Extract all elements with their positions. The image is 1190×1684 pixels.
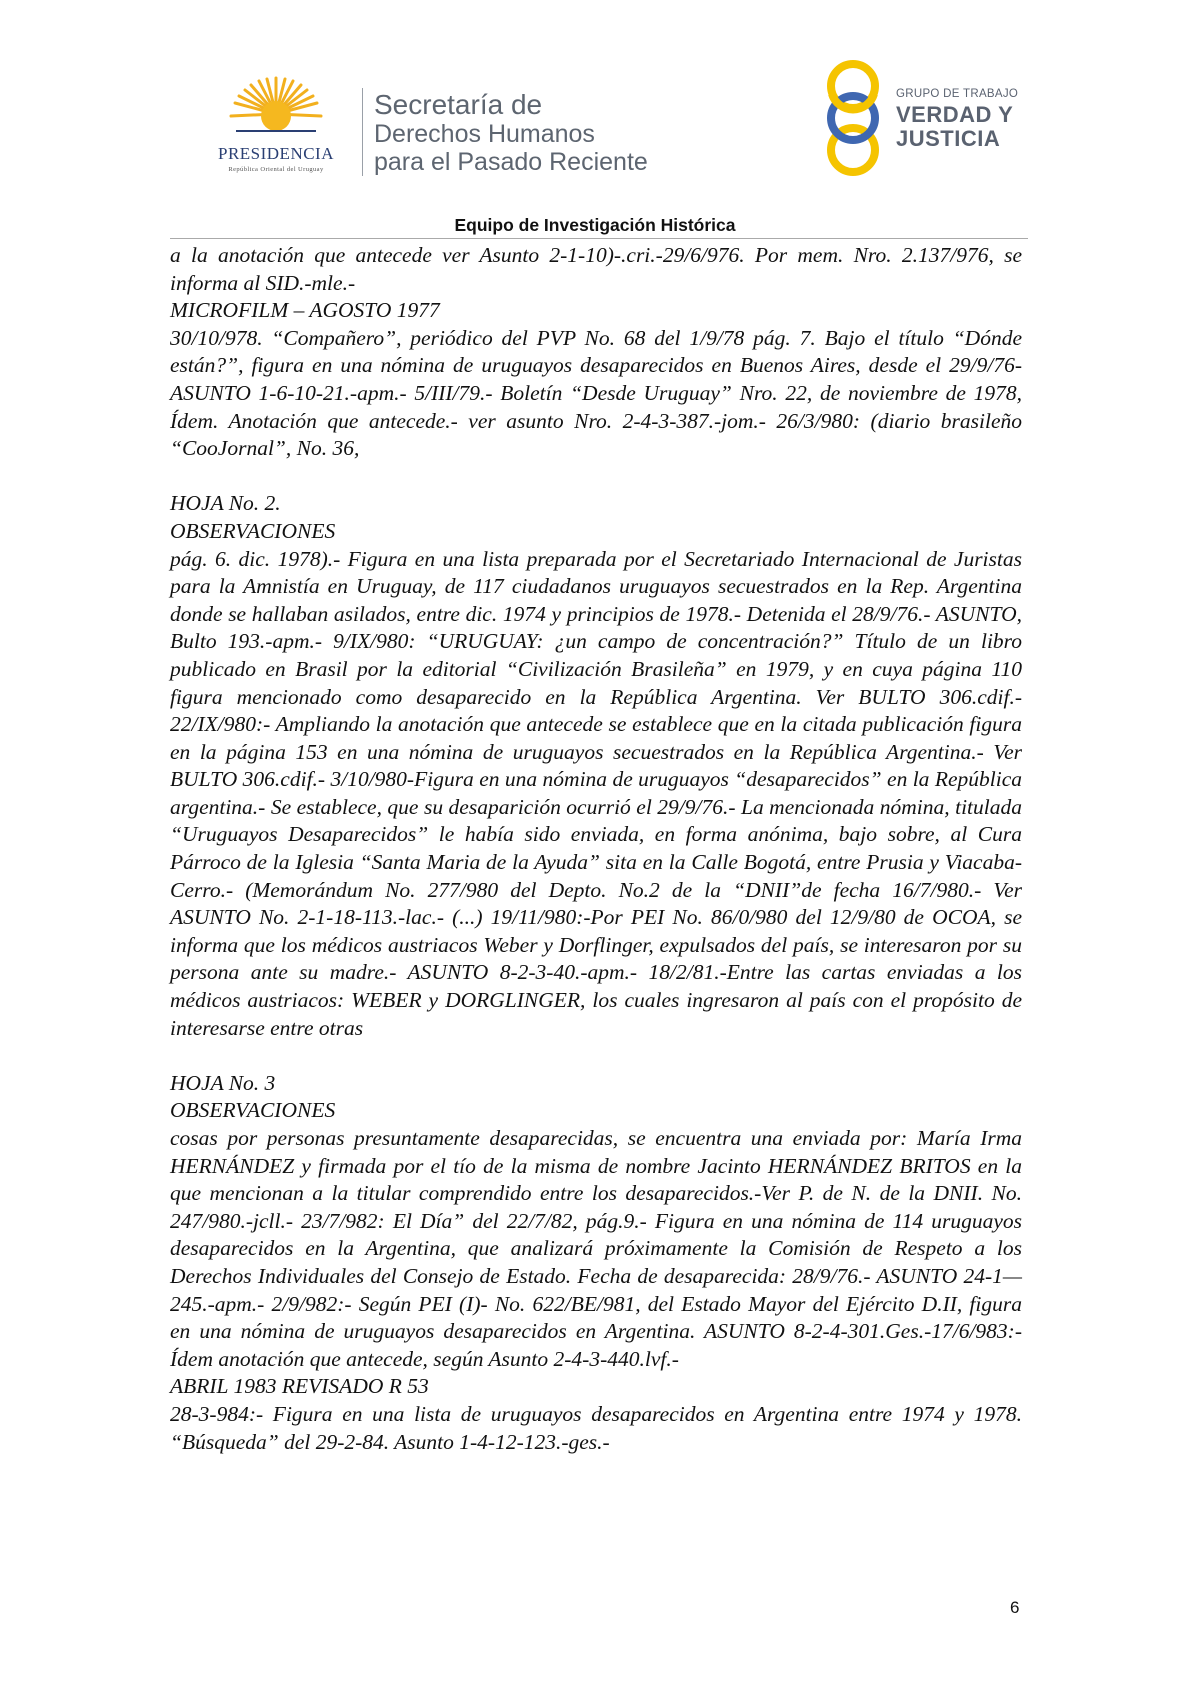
- paragraph-3: pág. 6. dic. 1978).- Figura en una lista preparada por el Secretariado Internacional de Juristas para la Amnistía en Uruguay, de 117 ciudadanos uruguayos secuestrados en la Rep. Argentina donde se hallaban asilados, entre dic. 1974 y principios de 1978.- Detenida el 28/9/76.- ASUNTO, Bulto 193.-apm.- 9/IX/980: “URUGUAY: ¿un campo de concentración?” Título de un libro publicado en Brasil por la editorial “Civilización Brasileña” en 1979, y en cuya página 110 figura mencionado como desaparecido en la República Argentina. Ver BULTO 306.cdif.- 22/IX/980:- Ampliando la anotación que antecede se establece que en la citada publicación figura en la página 153 en una nómina de uruguayos secuestrados en la República Argentina.- Ver BULTO 306.cdif.- 3/10/980-Figura en una nómina de uruguayos “desaparecidos” en la República argentina.- Se establece, que su desaparición ocurrió el 29/9/76.- La mencionada nómina, titulada “Uruguayos Desaparecidos” le había sido enviada, en forma anónima, bajo sobre, al Cura Párroco de la Iglesia “Santa Maria de la Ayuda” sita en la Calle Bogotá, entre Prusia y Viacaba- Cerro.- (Memorándum No. 277/980 del Depto. No.2 de la “DNII”de fecha 16/7/980.- Ver ASUNTO No. 2-1-18-113.-lac.- (...) 19/11/980:-Por PEI No. 86/0/980 del 12/9/80 de OCOA, se informa que los médicos austriacos Weber y Dorflinger, expulsados del país, se interesaron por su persona ante su madre.- ASUNTO 8-2-3-40.-apm.- 18/2/81.-Entre las cartas enviadas a los médicos austriacos: WEBER y DORGLINGER, los cuales ingresaron al país con el propósito de interesarse entre otras: [170, 546, 1022, 1040]
- paragraph-5: 28-3-984:- Figura en una lista de uruguayos desaparecidos en Argentina entre 1974 y 1978. “Búsqueda” del 29-2-84. Asunto 1-4-12-123.-ges.-: [170, 1401, 1022, 1454]
- secretaria-line-2: Derechos Humanos: [374, 120, 595, 148]
- team-title: Equipo de Investigación Histórica: [454, 215, 736, 235]
- gtvj-line-1: GRUPO DE TRABAJO: [896, 88, 1019, 100]
- presidencia-subtitle: República Oriental del Uruguay: [228, 166, 324, 173]
- document-body: [170, 242, 1022, 1456]
- presidencia-name: PRESIDENCIA: [217, 144, 334, 163]
- header-rule: [170, 238, 1028, 239]
- hoja-2-heading: HOJA No. 2.: [170, 491, 281, 516]
- observaciones-heading-1: OBSERVACIONES: [170, 518, 336, 543]
- paragraph-2: 30/10/978. “Compañero”, periódico del PVP No. 68 del 1/9/78 pág. 7. Bajo el título “Dónde están?”, figura en una nómina de uruguayos desaparecidos en Buenos Aires, desde el 29/9/76-ASUNTO 1-6-10-21.-apm.- 5/III/79.- Boletín “Desde Uruguay” Nro. 22, de noviembre de 1978, Ídem. Anotación que antecede.- ver asunto Nro. 2-4-3-387.-jom.- 26/3/980: (diario brasileño “CooJornal”, No. 36,: [170, 325, 1022, 461]
- paragraph-1: a la anotación que antecede ver Asunto 2-1-10)-.cri.-29/6/976. Por mem. Nro. 2.137/976, se informa al SID.-mle.-: [170, 243, 1022, 295]
- verdad-justicia-logo: [820, 58, 1030, 178]
- blank-line: [170, 463, 1022, 491]
- interlocking-rings-icon: [820, 58, 890, 178]
- gtvj-line-3: JUSTICIA: [896, 126, 1001, 151]
- page-header: [0, 0, 1190, 215]
- presidencia-logo: [196, 74, 356, 184]
- paragraph-4: cosas por personas presuntamente desaparecidas, se encuentra una enviada por: María Irma HERNÁNDEZ y firmada por el tío de la misma de nombre Jacinto HERNÁNDEZ BRITOS en la que mencionan a la titular comprendido entre los desaparecidos.-Ver P. de N. de la DNII. No. 247/980.-jcll.- 23/7/982: El Día” del 22/7/82, pág.9.- Figura en una nómina de 114 uruguayos desaparecidos en la Argentina, que analizará próximamente la Comisión de Respeto a los Derechos Individuales del Consejo de Estado. Fecha de desaparecida: 28/9/76.- ASUNTO 24-1—245.-apm.- 2/9/982:- Según PEI (I)- No. 622/BE/981, del Estado Mayor del Ejército D.II, figura en una nómina de uruguayos desaparecidos en Argentina. ASUNTO 8-2-4-301.Ges.-17/6/983:- Ídem anotación que antecede, según Asunto 2-4-3-440.lvf.-: [170, 1126, 1022, 1371]
- blank-line: [170, 1042, 1022, 1070]
- paragraph-microfilm: MICROFILM – AGOSTO 1977: [170, 298, 440, 323]
- hoja-3-heading: HOJA No. 3: [170, 1070, 276, 1095]
- page-number: 6: [1010, 1598, 1020, 1617]
- observaciones-heading-2: OBSERVACIONES: [170, 1098, 336, 1123]
- gtvj-line-2: VERDAD Y: [896, 102, 1014, 127]
- header-divider: [362, 88, 363, 176]
- secretaria-logo-text: [374, 90, 648, 176]
- secretaria-line-1: Secretaría de: [374, 89, 543, 120]
- sun-emblem-icon: [226, 74, 326, 144]
- revisado-line: ABRIL 1983 REVISADO R 53: [170, 1374, 429, 1399]
- secretaria-line-3: para el Pasado Reciente: [374, 148, 648, 176]
